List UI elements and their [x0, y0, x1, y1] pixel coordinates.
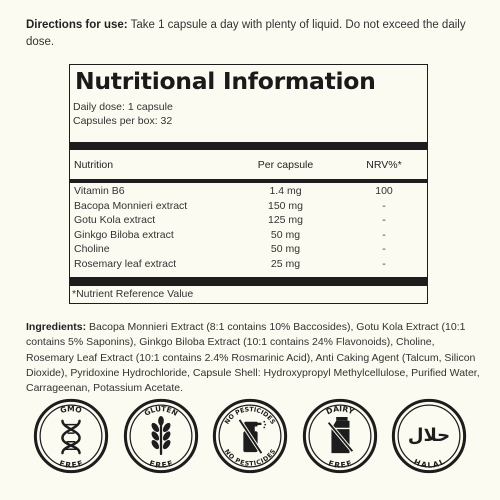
row-name: Vitamin B6	[74, 185, 125, 197]
badge-gmo-free	[33, 398, 109, 474]
row-amount: 150 mg	[267, 199, 304, 212]
directions-label: Directions for use:	[26, 19, 128, 31]
directions-body: Take 1 capsule a day with plenty of liquid. Do not exceed the daily dose.	[26, 19, 466, 48]
svg-text:FREE	[327, 458, 353, 469]
ingredients-text	[26, 320, 481, 396]
table-row	[70, 185, 427, 200]
header-nrv: NRV%*	[366, 159, 402, 171]
certification-badges	[0, 398, 500, 478]
daily-dose: Daily dose: 1 capsule	[73, 101, 173, 113]
footnote: *Nutrient Reference Value	[72, 288, 194, 300]
row-amount: 50 mg	[270, 243, 301, 255]
capsules-per-box: Capsules per box: 32	[73, 115, 173, 127]
row-nrv: -	[382, 243, 386, 255]
row-name: Ginkgo Biloba extract	[74, 228, 174, 241]
svg-text:HALAL	[413, 457, 446, 470]
row-amount: 50 mg	[270, 228, 301, 241]
svg-text:GMO	[59, 404, 83, 415]
row-amount: 125 mg	[267, 214, 304, 226]
wheat-icon	[150, 416, 172, 455]
badge-top-text: NO PESTICIDES	[223, 406, 277, 426]
ingredients-label: Ingredients:	[26, 321, 87, 333]
row-nrv: -	[382, 214, 386, 226]
table-row	[70, 214, 427, 229]
milk-carton-icon	[329, 417, 353, 453]
row-nrv: 100	[375, 185, 393, 197]
table-row	[70, 258, 427, 273]
svg-text:DAIRY	[325, 404, 356, 416]
badge-gluten-free	[123, 398, 199, 474]
row-nrv: -	[382, 228, 386, 241]
svg-text:FREE	[148, 458, 174, 469]
row-nrv: -	[382, 199, 386, 212]
header-nutrition: Nutrition	[74, 159, 114, 171]
halal-arabic-icon: حلال	[407, 424, 451, 446]
row-name: Choline	[74, 243, 110, 255]
panel-title: Nutritional Information	[75, 67, 376, 95]
divider-thin	[70, 179, 427, 183]
nutrition-panel	[69, 64, 428, 304]
table-row	[70, 229, 427, 244]
badge-halal	[391, 398, 467, 474]
table-row	[70, 200, 427, 215]
directions-text	[26, 17, 476, 51]
badge-bottom-text: FREE	[327, 458, 353, 470]
table-row	[70, 243, 427, 258]
badge-top-text: GLUTEN	[142, 404, 180, 418]
svg-text:GLUTEN	[143, 404, 180, 418]
badge-top-text: GMO	[59, 404, 83, 416]
nutrition-rows	[70, 185, 427, 272]
badge-bottom-text: FREE	[58, 458, 84, 470]
row-name: Gotu Kola extract	[74, 214, 156, 226]
svg-text:FREE	[58, 458, 84, 469]
divider-thick	[70, 142, 427, 150]
row-amount: 1.4 mg	[269, 185, 302, 197]
badge-bottom-text: NO PESTICIDES	[222, 448, 278, 468]
badge-bottom-text: FREE	[148, 458, 174, 470]
row-name: Bacopa Monnieri extract	[74, 199, 188, 212]
badge-top-text: DAIRY	[324, 404, 356, 417]
divider-bottom	[70, 277, 427, 286]
header-per-capsule: Per capsule	[257, 159, 314, 171]
dna-icon	[62, 421, 79, 453]
badge-bottom-text: HALAL	[412, 456, 446, 470]
row-nrv: -	[382, 257, 386, 270]
row-name: Rosemary leaf extract	[74, 257, 177, 270]
spray-bottle-icon	[240, 420, 267, 453]
badge-dairy-free	[302, 398, 378, 474]
dose-info	[73, 100, 173, 128]
row-amount: 25 mg	[270, 257, 301, 270]
badge-no-pesticides	[212, 398, 288, 474]
ingredients-body: Bacopa Monnieri Extract (8:1 contains 10% Baccosides), Gotu Kola Extract (10:1 contains 5% Saponins), Ginkgo Biloba Extract (10:1 contains 24% Flavonoids), Choline, Rosemary Leaf Extract (10:1 contains 2.4% Rosmarinic Acid), Anti Caking Agent (Talcum, Silicon Dioxide), Pyridoxine Hydrochloride, Capsule Shell: Hydroxypropyl Methylcellulose, Purified Water, Carrageenan, Potassium Acetate.	[26, 321, 480, 395]
